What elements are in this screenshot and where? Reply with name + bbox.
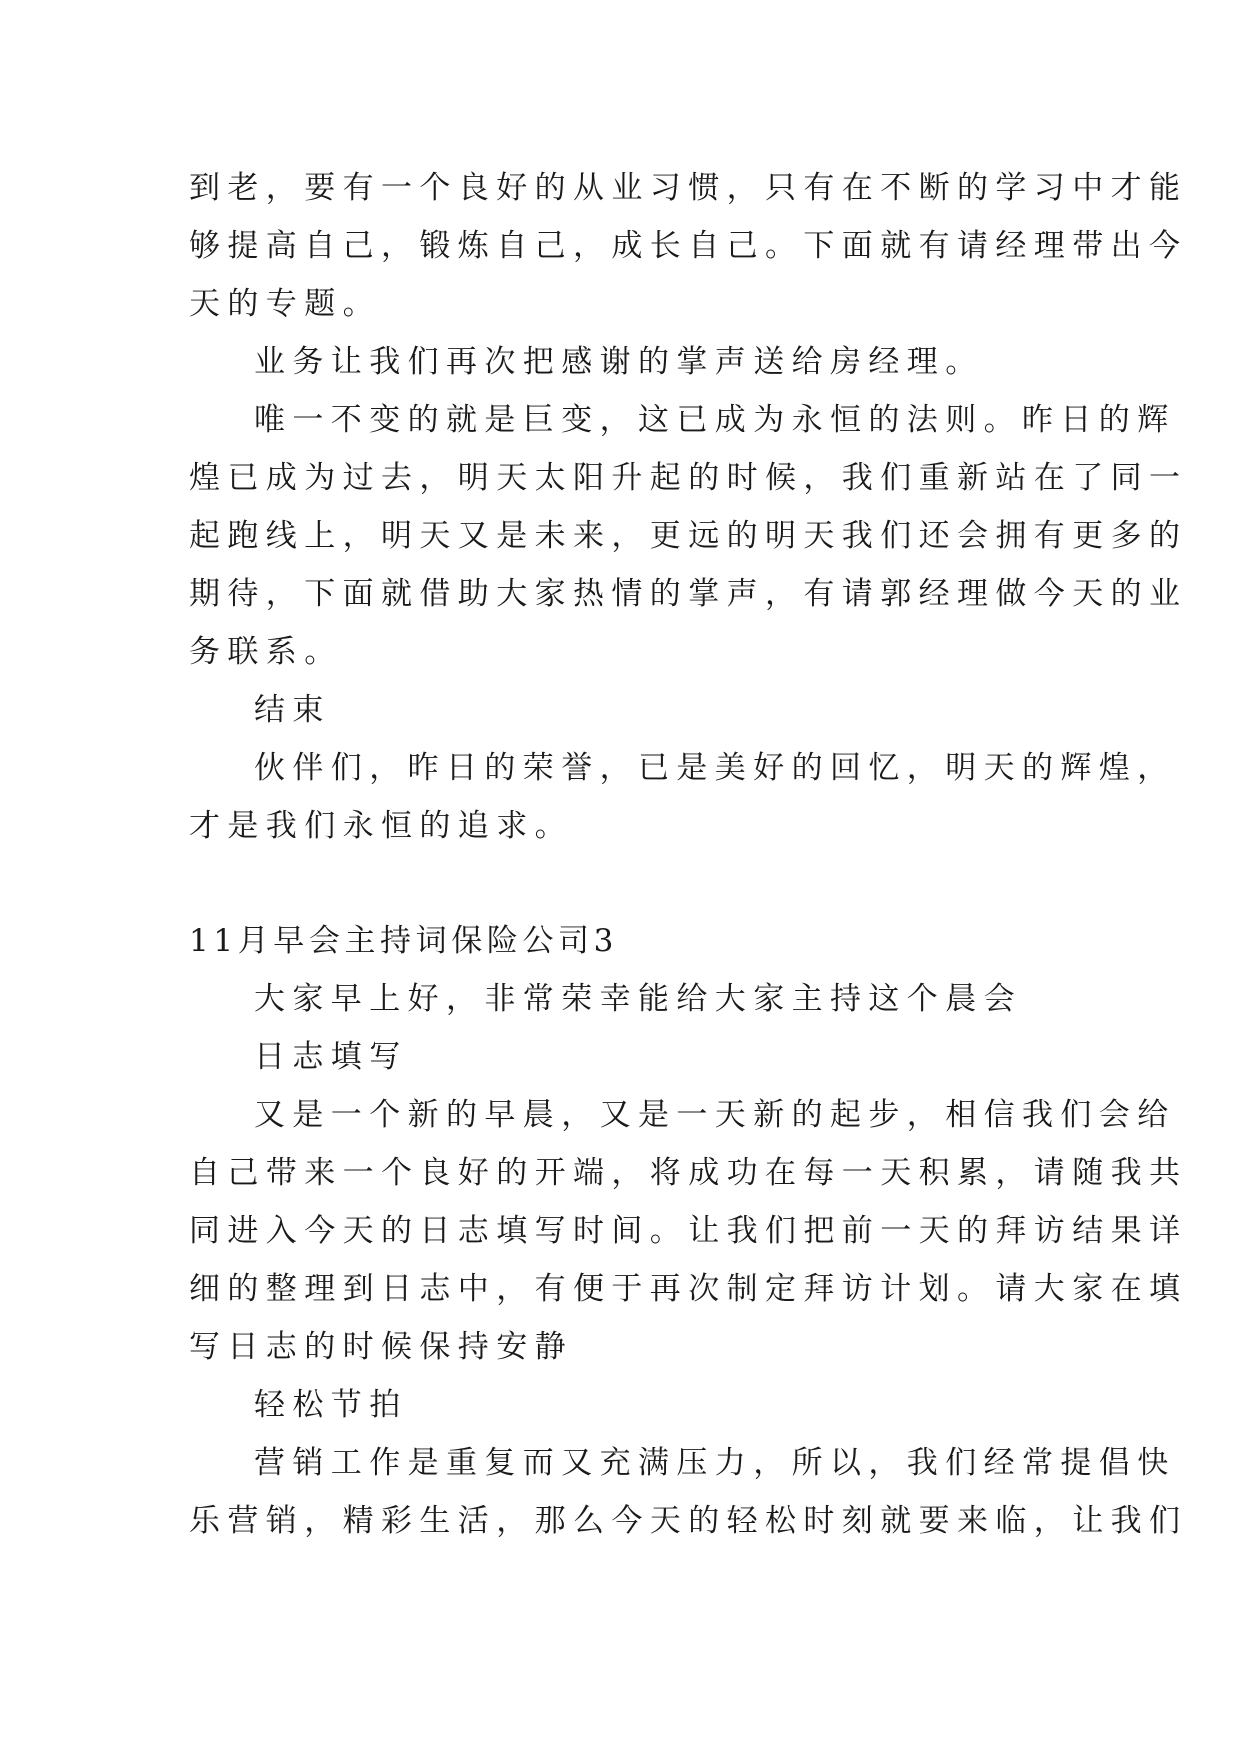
body-text-line: 营销工作是重复而又充满压力，所以，我们经常提倡快 — [254, 1445, 1176, 1481]
body-text-line: 业务让我们再次把感谢的掌声送给房经理。 — [254, 344, 984, 380]
body-text-line: 起跑线上，明天又是未来，更远的明天我们还会拥有更多的 — [189, 518, 1188, 554]
body-text-line: 务联系。 — [189, 634, 343, 670]
body-text-line: 期待，下面就借助大家热情的掌声，有请郭经理做今天的业 — [189, 576, 1188, 612]
body-text-line: 够提高自己，锻炼自己，成长自己。下面就有请经理带出今 — [189, 228, 1188, 264]
body-text-line: 同进入今天的日志填写时间。让我们把前一天的拜访结果详 — [189, 1213, 1188, 1249]
body-text-line: 煌已成为过去，明天太阳升起的时候，我们重新站在了同一 — [189, 460, 1188, 496]
body-text-line: 大家早上好，非常荣幸能给大家主持这个晨会 — [254, 981, 1022, 1017]
section-label: 日志填写 — [254, 1039, 408, 1075]
body-text-line: 细的整理到日志中，有便于再次制定拜访计划。请大家在填 — [189, 1271, 1188, 1307]
body-text-line: 伙伴们，昨日的荣誉，已是美好的回忆，明天的辉煌， — [254, 750, 1176, 786]
body-text-line: 才是我们永恒的追求。 — [189, 808, 573, 844]
body-text-line: 唯一不变的就是巨变，这已成为永恒的法则。昨日的辉 — [254, 402, 1176, 438]
body-text-line: 天的专题。 — [189, 286, 381, 322]
section-label: 结束 — [254, 692, 331, 728]
body-text-line: 又是一个新的早晨，又是一天新的起步，相信我们会给 — [254, 1097, 1176, 1133]
section-heading: 11月早会主持词保险公司3 — [189, 923, 618, 959]
body-text-line: 乐营销，精彩生活，那么今天的轻松时刻就要来临，让我们 — [189, 1503, 1188, 1539]
body-text-line: 写日志的时候保持安静 — [189, 1329, 573, 1365]
body-text-line: 到老，要有一个良好的从业习惯，只有在不断的学习中才能 — [189, 170, 1188, 206]
section-label: 轻松节拍 — [254, 1387, 408, 1423]
body-text-line: 自己带来一个良好的开端，将成功在每一天积累，请随我共 — [189, 1155, 1188, 1191]
